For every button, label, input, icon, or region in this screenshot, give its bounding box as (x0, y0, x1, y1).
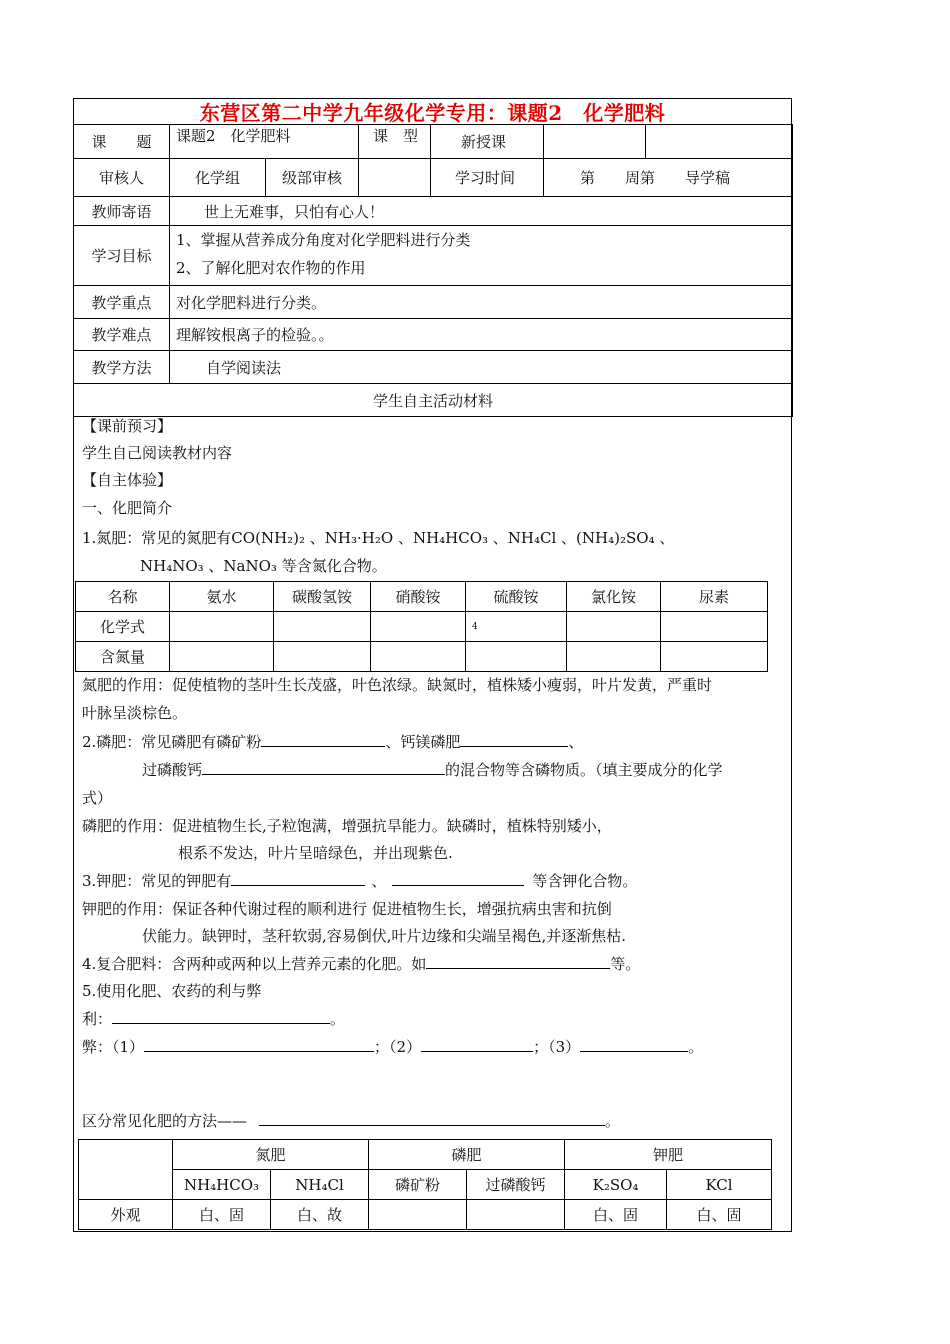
potassium-effect-2: 伏能力。缺钾时，茎秆软弱,容易倒伏,叶片边缘和尖端呈褐色,并逐渐焦枯. (142, 927, 627, 945)
phosphorus-line-2b: 的混合物等含磷物质。（填主要成分的化学 (445, 761, 723, 779)
fertilizer-compare-table (78, 1139, 772, 1230)
lesson-info-table (73, 124, 793, 417)
table-cell (369, 1200, 467, 1230)
table-cell: 4 (466, 612, 567, 642)
table-row (76, 642, 768, 672)
label-type: 课 型 (359, 125, 431, 159)
phosphorus-line-1a: 2.磷肥：常见磷肥有磷矿粉 (82, 733, 262, 751)
table-cell (371, 642, 466, 672)
preview-heading: 【课前预习】 (82, 417, 173, 435)
table-cell (567, 642, 661, 672)
answer-blank[interactable] (144, 1037, 374, 1052)
phosphorus-line-1b: 、钙镁磷肥 (385, 733, 461, 751)
answer-blank[interactable] (460, 732, 568, 747)
phosphorus-effect-1: 磷肥的作用：促进植物生长,子粒饱满，增强抗旱能力。缺磷时，植株特别矮小， (82, 817, 612, 835)
table-cell (466, 642, 567, 672)
table-header: 磷矿粉 (369, 1170, 467, 1200)
table-cell (170, 612, 274, 642)
label-key-points: 教学重点 (74, 286, 170, 319)
table-cell: 白、固 (173, 1200, 271, 1230)
label-topic: 课 题 (74, 125, 170, 159)
answer-blank[interactable] (261, 732, 385, 747)
label-reviewer: 审核人 (74, 159, 170, 197)
answer-blank[interactable] (202, 760, 445, 775)
label-method: 教学方法 (74, 351, 170, 384)
key-points: 对化学肥料进行分类。 (170, 286, 793, 319)
table-header: 名称 (76, 582, 170, 612)
group-phosphorus: 磷肥 (369, 1140, 565, 1170)
group-potassium: 钾肥 (565, 1140, 772, 1170)
table-cell (274, 642, 371, 672)
table-header: 氨水 (170, 582, 274, 612)
compound-text: 4.复合肥料：含两种或两种以上营养元素的化肥。如 (82, 955, 427, 973)
row-section-title (74, 384, 793, 417)
row-difficulty (74, 319, 793, 351)
table-cell (467, 1200, 565, 1230)
experience-heading: 【自主体验】 (82, 471, 173, 489)
table-header: 硫酸铵 (466, 582, 567, 612)
label-study-time: 学习时间 (431, 159, 544, 197)
distinguish-text: 区分常见化肥的方法—— (82, 1112, 248, 1130)
table-cell: 白、故 (271, 1200, 369, 1230)
nitrogen-effect-1: 氮肥的作用：促使植物的茎叶生长茂盛，叶色浓绿。缺氮时，植株矮小瘦弱，叶片发黄，严重时 (82, 676, 713, 694)
preview-text: 学生自己阅读教材内容 (82, 444, 233, 462)
nitrogen-line-1: 1.氮肥：常见的氮肥有CO(NH₂)₂ 、NH₃·H₂O 、NH₄HCO₃ 、NH₄Cl 、(NH₄)₂SO₄ 、 (82, 529, 675, 547)
table-cell: 白、固 (565, 1200, 667, 1230)
table-header: 碳酸氢铵 (274, 582, 371, 612)
table-cell (661, 612, 768, 642)
answer-blank[interactable] (112, 1009, 330, 1024)
answer-blank[interactable] (421, 1037, 533, 1052)
compound-end: 等。 (610, 955, 641, 973)
table-header: KCl (667, 1170, 772, 1200)
page-title: 东营区第二中学九年级化学专用：课题2 化学肥料 (199, 101, 666, 125)
table-header: K₂SO₄ (565, 1170, 667, 1200)
table-header: 硝酸铵 (371, 582, 466, 612)
label-goals: 学习目标 (74, 226, 170, 286)
phosphorus-line-3: 式） (82, 789, 113, 807)
group-nitrogen: 氮肥 (173, 1140, 369, 1170)
row-label: 外观 (79, 1200, 173, 1230)
answer-blank[interactable] (426, 954, 610, 969)
table-corner (79, 1140, 173, 1200)
row-teacher-quote (74, 197, 793, 226)
phosphorus-line-1c: 、 (568, 733, 584, 751)
cons-end: 。 (688, 1038, 704, 1056)
difficulty: 理解铵根离子的检验。。 (170, 319, 793, 351)
nitrogen-line-2: NH₄NO₃ 、NaNO₃ 等含氮化合物。 (140, 557, 387, 575)
cons-label: 弊：（1） (82, 1038, 145, 1056)
cons-3: ；（3） (533, 1038, 581, 1056)
goal-1: 1、掌握从营养成分角度对化学肥料进行分类 (176, 231, 471, 249)
table-cell (274, 612, 371, 642)
table-header: NH₄Cl (271, 1170, 369, 1200)
pros-cons-heading: 5.使用化肥、农药的利与弊 (82, 982, 262, 1000)
goal-2: 2、了解化肥对农作物的作用 (176, 259, 366, 277)
distinguish-line (82, 1110, 620, 1131)
table-subheader-row (79, 1170, 772, 1200)
table-header: 氯化铵 (567, 582, 661, 612)
worksheet (73, 98, 792, 1232)
phosphorus-line-2a: 过磷酸钙 (142, 761, 203, 779)
label-difficulty: 教学难点 (74, 319, 170, 351)
blank-cell (646, 125, 793, 159)
answer-blank[interactable] (259, 1111, 605, 1126)
cons-2: ；（2） (374, 1038, 422, 1056)
study-time-value: 第 周第 导学稿 (544, 159, 793, 197)
phosphorus-line-2 (142, 759, 723, 780)
potassium-effect-1: 钾肥的作用：保证各种代谢过程的顺利进行 促进植物生长，增强抗病虫害和抗倒 (82, 900, 612, 918)
answer-blank[interactable] (580, 1037, 688, 1052)
pros-end: 。 (330, 1010, 346, 1028)
table-row (79, 1200, 772, 1230)
table-cell: 白、固 (667, 1200, 772, 1230)
topic-value: 课题2 化学肥料 (170, 125, 359, 159)
teacher-quote: 世上无难事，只怕有心人！ (170, 197, 793, 226)
potassium-line-1a: 3.钾肥：常见的钾肥有 (82, 872, 232, 890)
table-cell (661, 642, 768, 672)
nitrogen-effect-2: 叶脉呈淡棕色。 (82, 704, 188, 722)
nitrogen-table (75, 581, 768, 672)
phosphorus-effect-2: 根系不发达，叶片呈暗绿色，并出现紫色. (178, 844, 453, 862)
table-header: NH₄HCO₃ (173, 1170, 271, 1200)
table-header-row (76, 582, 768, 612)
table-header-row (79, 1140, 772, 1170)
row-reviewer (74, 159, 793, 197)
distinguish-end: 。 (605, 1112, 621, 1130)
table-cell (170, 642, 274, 672)
answer-blank[interactable] (392, 871, 524, 886)
label-grade-review: 级部审核 (266, 159, 359, 197)
phosphorus-line-1 (82, 731, 583, 752)
method: 自学阅读法 (170, 351, 793, 384)
type-value: 新授课 (431, 125, 544, 159)
potassium-line-1c: 等含钾化合物。 (532, 872, 638, 890)
table-header: 过磷酸钙 (467, 1170, 565, 1200)
pros-label: 利： (82, 1010, 113, 1028)
table-cell (371, 612, 466, 642)
table-row (76, 612, 768, 642)
row-topic (74, 125, 793, 159)
cons-line (82, 1036, 703, 1057)
potassium-line-1 (82, 870, 637, 891)
table-cell: 化学式 (76, 612, 170, 642)
intro-heading: 一、化肥简介 (82, 499, 173, 517)
label-teacher-quote: 教师寄语 (74, 197, 170, 226)
table-header: 尿素 (661, 582, 768, 612)
goals (170, 226, 793, 286)
compound-line (82, 953, 640, 974)
pros-line (82, 1008, 345, 1029)
reviewer-value: 化学组 (170, 159, 266, 197)
blank-cell (544, 125, 646, 159)
table-cell (567, 612, 661, 642)
section-title: 学生自主活动材料 (74, 384, 793, 417)
table-cell: 含氮量 (76, 642, 170, 672)
potassium-line-1b: 、 (371, 872, 387, 890)
answer-blank[interactable] (231, 871, 365, 886)
row-key-points (74, 286, 793, 319)
blank-cell (359, 159, 431, 197)
row-method (74, 351, 793, 384)
row-goals (74, 226, 793, 286)
